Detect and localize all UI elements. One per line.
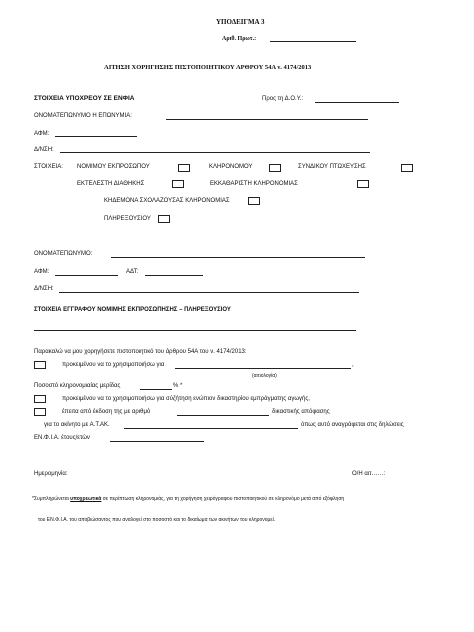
option-legal-rep-checkbox[interactable] [178, 164, 190, 172]
rep-address-field[interactable] [59, 292, 359, 293]
request-opt3-label-a: έπειτα από έκδοση της με αριθμό [62, 409, 151, 415]
rep-address-label: Δ/ΝΣΗ: [34, 286, 54, 292]
document-field[interactable] [34, 330, 356, 331]
request-opt1-label: προκειμένου να το χρησιμοποιήσω για [62, 362, 165, 368]
footnote-line-2: του ΕΝ.Φ.Ι.Α. του αποβιώσαντος που αναλογεί στο ποσοστό και το δικαίωμα των ακινήτων του κληρονομεί. [38, 517, 276, 523]
protocol-field[interactable] [270, 41, 356, 42]
protocol-label: Αριθ. Πρωτ.: [222, 36, 257, 42]
obligor-address-label: Δ/ΝΣΗ: [34, 147, 54, 153]
request-intro: Παρακαλώ να μου χορηγήσετε πιστοποιητικό του άρθρου 54Α του ν. 4174/2013: [34, 349, 247, 355]
rep-adt-field[interactable] [145, 275, 203, 276]
rep-name-field[interactable] [111, 257, 365, 258]
property-field[interactable] [124, 428, 298, 429]
request-opt1-field[interactable] [175, 368, 351, 369]
justification-caption: (αιτιολογία) [252, 373, 277, 379]
rep-afm-field[interactable] [55, 275, 118, 276]
share-label: Ποσοστό κληρονομιαίας μερίδας [34, 383, 121, 389]
option-liquidator-label: ΕΚΚΑΘΑΡΙΣΤΗ ΚΛΗΡΟΝΟΜΙΑΣ [210, 181, 298, 187]
date-label: Ημερομηνία: [34, 471, 68, 477]
rep-name-label: ΟΝΟΜΑΤΕΠΩΝΥΜΟ: [34, 251, 93, 257]
footnote-mandatory: υποχρεωτικά [70, 496, 102, 502]
obligor-name-label: ΟΝΟΜΑΤΕΠΩΝΥΜΟ Η ΕΠΩΝΥΜΙΑ: [34, 113, 132, 119]
share-field[interactable] [140, 389, 172, 390]
request-opt3-label-b: δικαστικής απόφασης [272, 409, 330, 415]
request-opt2-label: προκειμένου να το χρησιμοποιήσω για σύζήτηση ενώπιον δικαστηρίου εμπράγματης αγωγής, [62, 396, 310, 402]
obligor-name-field[interactable] [166, 119, 368, 120]
doy-label: Προς τη Δ.Ο.Υ.: [262, 96, 304, 102]
option-legal-rep-label: ΝΟΜΙΜΟΥ ΕΚΠΡΟΣΩΠΟΥ [77, 164, 150, 170]
request-opt2-checkbox[interactable] [34, 395, 46, 403]
property-label-b: όπως αυτό αναγράφεται στις δηλώσεις [301, 422, 404, 428]
document-section-title: ΣΤΟΙΧΕΙΑ ΕΓΓΡΑΦΟΥ ΝΟΜΙΜΗΣ ΕΚΠΡΟΣΩΠΗΣΗΣ – ΠΛΗΡΕΞΟΥΣΙΟΥ [34, 307, 231, 313]
option-attorney-checkbox[interactable] [158, 215, 170, 223]
option-bankruptcy-label: ΣΥΝΔΙΚΟΥ ΠΤΩΧΕΥΣΗΣ [298, 164, 366, 170]
share-suffix: % * [173, 383, 183, 389]
option-attorney-label: ΠΛΗΡΕΞΟΥΣΙΟΥ [104, 216, 151, 222]
obligor-address-field[interactable] [60, 152, 370, 153]
request-opt1-comma: , [352, 362, 354, 368]
form-title: ΑΙΤΗΣΗ ΧΟΡΗΓΗΣΗΣ ΠΙΣΤΟΠΟΙΗΤΙΚΟΥ ΑΡΘΡΟΥ 54Α ν. 4174/2013 [104, 64, 312, 71]
option-executor-checkbox[interactable] [172, 180, 184, 188]
obligor-afm-field[interactable] [55, 136, 137, 137]
details-label: ΣΤΟΙΧΕΙΑ: [34, 164, 63, 170]
option-executor-label: ΕΚΤΕΛΕΣΤΗ ΔΙΑΘΗΚΗΣ [77, 181, 145, 187]
obligor-section-title: ΣΤΟΙΧΕΙΑ ΥΠΟΧΡΕΟΥ ΣΕ ΕΝΦΙΑ [34, 95, 135, 102]
option-bankruptcy-checkbox[interactable] [401, 164, 413, 172]
option-liquidator-checkbox[interactable] [357, 180, 369, 188]
request-opt1-checkbox[interactable] [34, 361, 46, 369]
option-heir-checkbox[interactable] [269, 164, 281, 172]
specimen-label: ΥΠΟΔΕΙΓΜΑ 3 [216, 18, 265, 26]
footnote-line-1: *Συμπληρώνεται υποχρεωτικά σε περίπτωση κληρονομιάς, για τη χορήγηση χειρόγραφου πιστοποιητικού σε κληρονόμο μετά από εξόφληση [32, 496, 345, 502]
rep-adt-label: ΑΔΤ: [126, 269, 139, 275]
rep-afm-label: ΑΦΜ: [34, 269, 50, 275]
doy-field[interactable] [315, 102, 399, 103]
option-heir-label: ΚΛΗΡΟΝΟΜΟΥ [209, 164, 253, 170]
court-decision-field[interactable] [177, 415, 269, 416]
signature-label: Ο/Η αιτ……: [352, 471, 386, 477]
option-curator-checkbox[interactable] [248, 197, 260, 205]
enfia-years-field[interactable] [110, 441, 204, 442]
request-opt3-checkbox[interactable] [34, 408, 46, 416]
enfia-years-label: ΕΝ.Φ.Ι.Α. έτους/ετών [34, 435, 90, 441]
property-label-a: για το ακίνητο με Α.Τ.ΑΚ. [44, 422, 110, 428]
option-curator-label: ΚΗΔΕΜΟΝΑ ΣΧΟΛΑΖΟΥΣΑΣ ΚΛΗΡΟΝΟΜΙΑΣ [104, 198, 230, 204]
obligor-afm-label: ΑΦΜ: [34, 131, 50, 137]
